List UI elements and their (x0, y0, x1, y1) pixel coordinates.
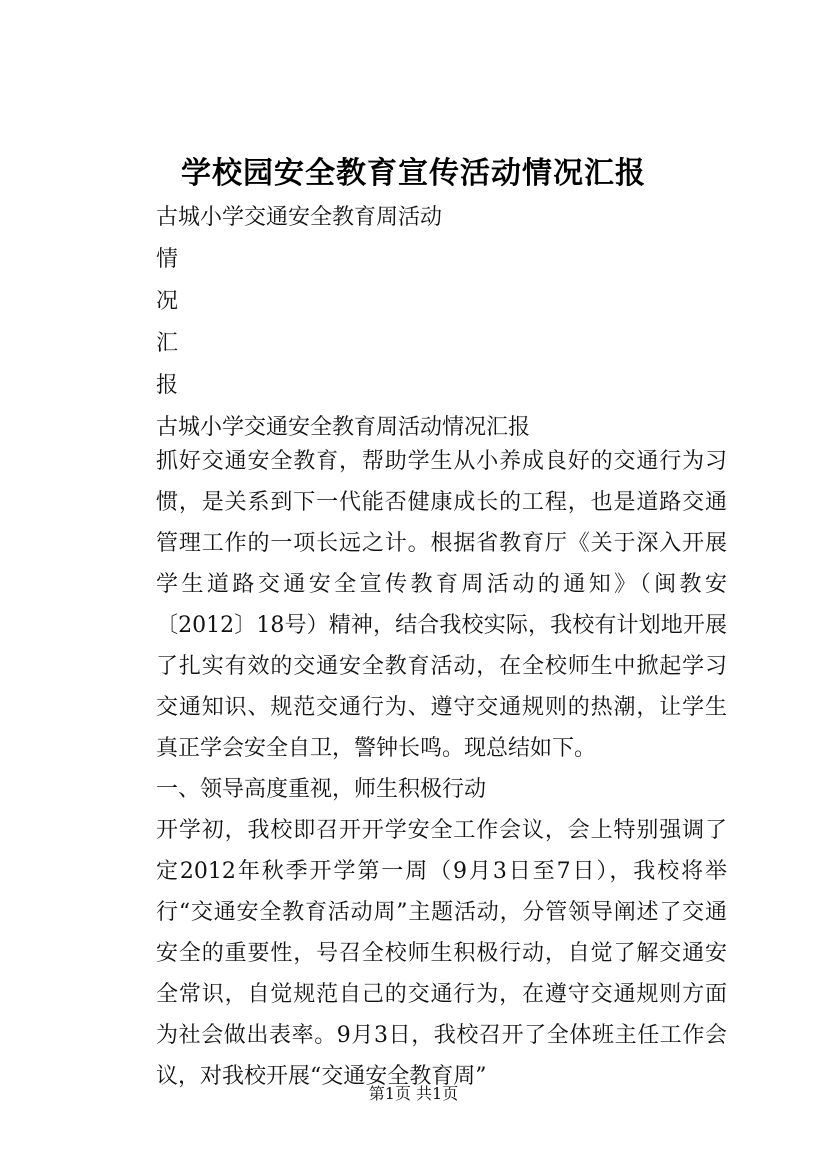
section-heading: 一、领导高度重视，师生积极行动 (156, 777, 487, 802)
subtitle-text: 古城小学交通安全教育周活动 (156, 205, 443, 230)
page-footer: 第1页 共1页 (368, 1084, 459, 1103)
document-title: 学校园安全教育宣传活动情况汇报 (181, 156, 646, 191)
vertical-char: 况 (156, 289, 179, 314)
subtitle-line (156, 200, 530, 452)
document-body (112, 441, 727, 1097)
vertical-char: 情 (156, 247, 179, 272)
paragraph: 开学初，我校即召开开学安全工作会议，会上特别强调了定2012年秋季开学第一周（9月3日至7日），我校将举行“交通安全教育活动周”主题活动，分管领导阐述了交通安全的重要性，号召全校师生积极行动，自觉了解交通安全常识，自觉规范自己的交通行为，在遵守交通规则方面为社会做出表率。9月3日，我校召开了全体班主任工作会议，对我校开展“交通安全教育周” (156, 818, 727, 1089)
repeat-heading: 古城小学交通安全教育周活动情况汇报 (156, 415, 531, 440)
vertical-char: 报 (156, 373, 179, 398)
vertical-char: 汇 (156, 331, 179, 356)
paragraph: 抓好交通安全教育，帮助学生从小养成良好的交通行为习惯，是关系到下一代能否健康成长的工程，也是道路交通管理工作的一项长远之计。根据省教育厅《关于深入开展学生道路交通安全宣传教育周活动的通知》（闽教安〔2012〕18号）精神，结合我校实际，我校有计划地开展了扎实有效的交通安全教育活动，在全校师生中掀起学习交通知识、规范交通行为、遵守交通规则的热潮，让学生真正学会安全自卫，警钟长鸣。现总结如下。 (156, 449, 727, 761)
